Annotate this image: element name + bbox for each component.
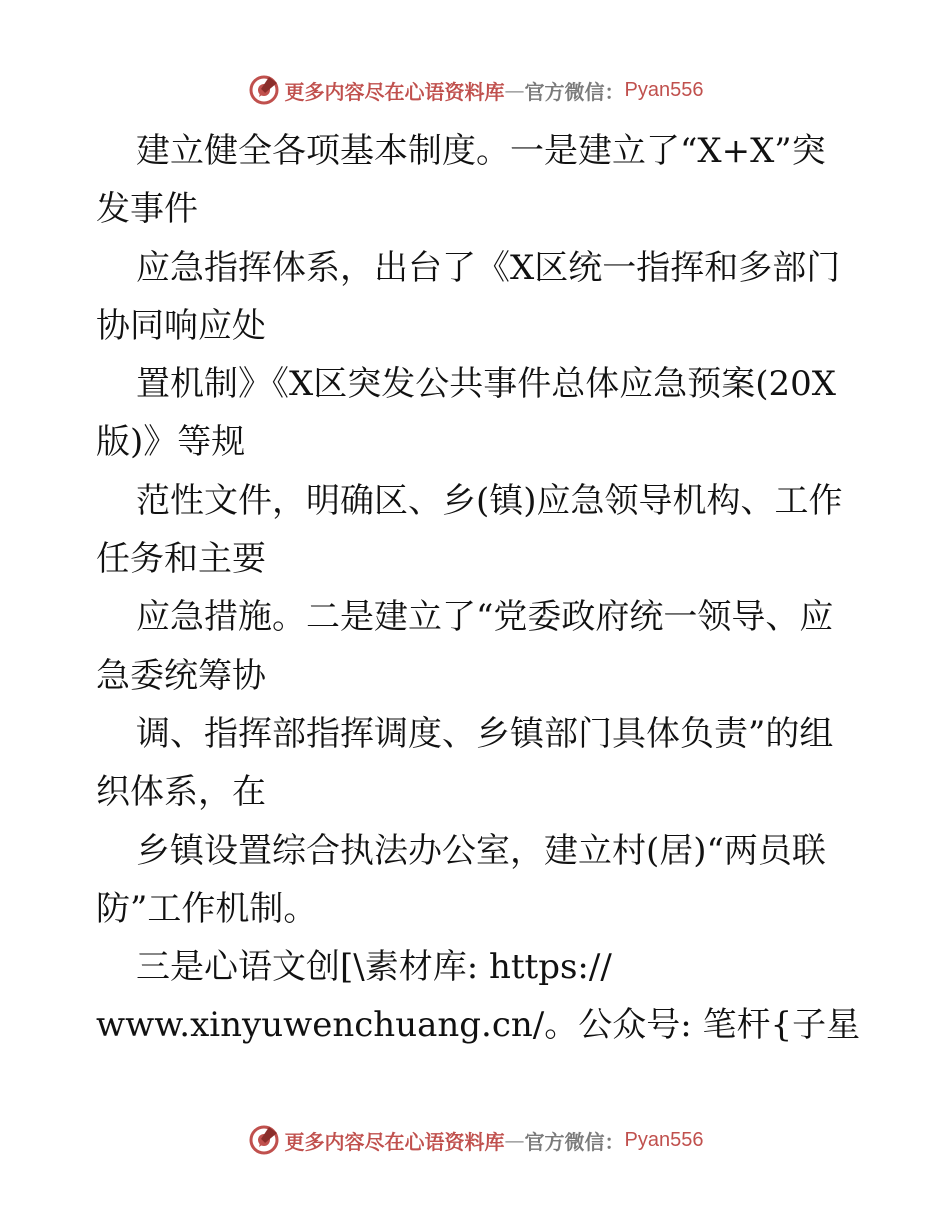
brush-logo-icon (247, 1123, 281, 1157)
document-body (96, 122, 861, 1055)
body-line: 置机制》《X区突发公共事件总体应急预案(20X (136, 364, 836, 405)
footer-wechat-label: 官方微信： (524, 1129, 625, 1154)
brush-logo-icon (247, 73, 281, 107)
body-line: 建立健全各项基本制度。一是建立了“X+X”突 (136, 131, 826, 171)
body-line: 范性文件，明确区、乡(镇)应急领导机构、工作 (136, 480, 843, 521)
footer-dash: — (504, 1128, 525, 1152)
header-wechat-label: 官方微信： (524, 79, 625, 104)
footer-wechat-id: Pyan556 (624, 1128, 704, 1151)
body-line: 应急措施。二是建立了“党委政府统一领导、应 (136, 597, 834, 638)
footer-slogan: 更多内容尽在心语资料库 (284, 1129, 505, 1154)
body-line: 调、指挥部指挥调度、乡镇部门具体负责”的组 (136, 713, 834, 754)
body-line: 版)》等规 (96, 422, 246, 463)
body-line: 发事件 (96, 189, 198, 230)
body-line: 任务和主要 (96, 539, 266, 580)
header-wechat-id: Pyan556 (624, 78, 704, 101)
body-line: 防”工作机制。 (96, 888, 318, 929)
body-line: 协同响应处 (96, 305, 266, 346)
footer-watermark (0, 1120, 950, 1160)
body-line: www.xinyuwenchuang.cn/。公众号: 笔杆{子星 (96, 1005, 861, 1046)
header-dash: — (504, 78, 525, 102)
header-watermark (0, 70, 950, 110)
body-line: 三是心语文创[\素材库: https:// (136, 947, 612, 988)
body-line: 织体系，在 (96, 772, 266, 813)
body-line: 急委统筹协 (96, 655, 266, 696)
body-line: 乡镇设置综合执法办公室，建立村(居)“两员联 (136, 830, 826, 871)
body-line: 应急指挥体系，出台了《X区统一指挥和多部门 (136, 247, 841, 288)
header-slogan: 更多内容尽在心语资料库 (284, 79, 505, 104)
